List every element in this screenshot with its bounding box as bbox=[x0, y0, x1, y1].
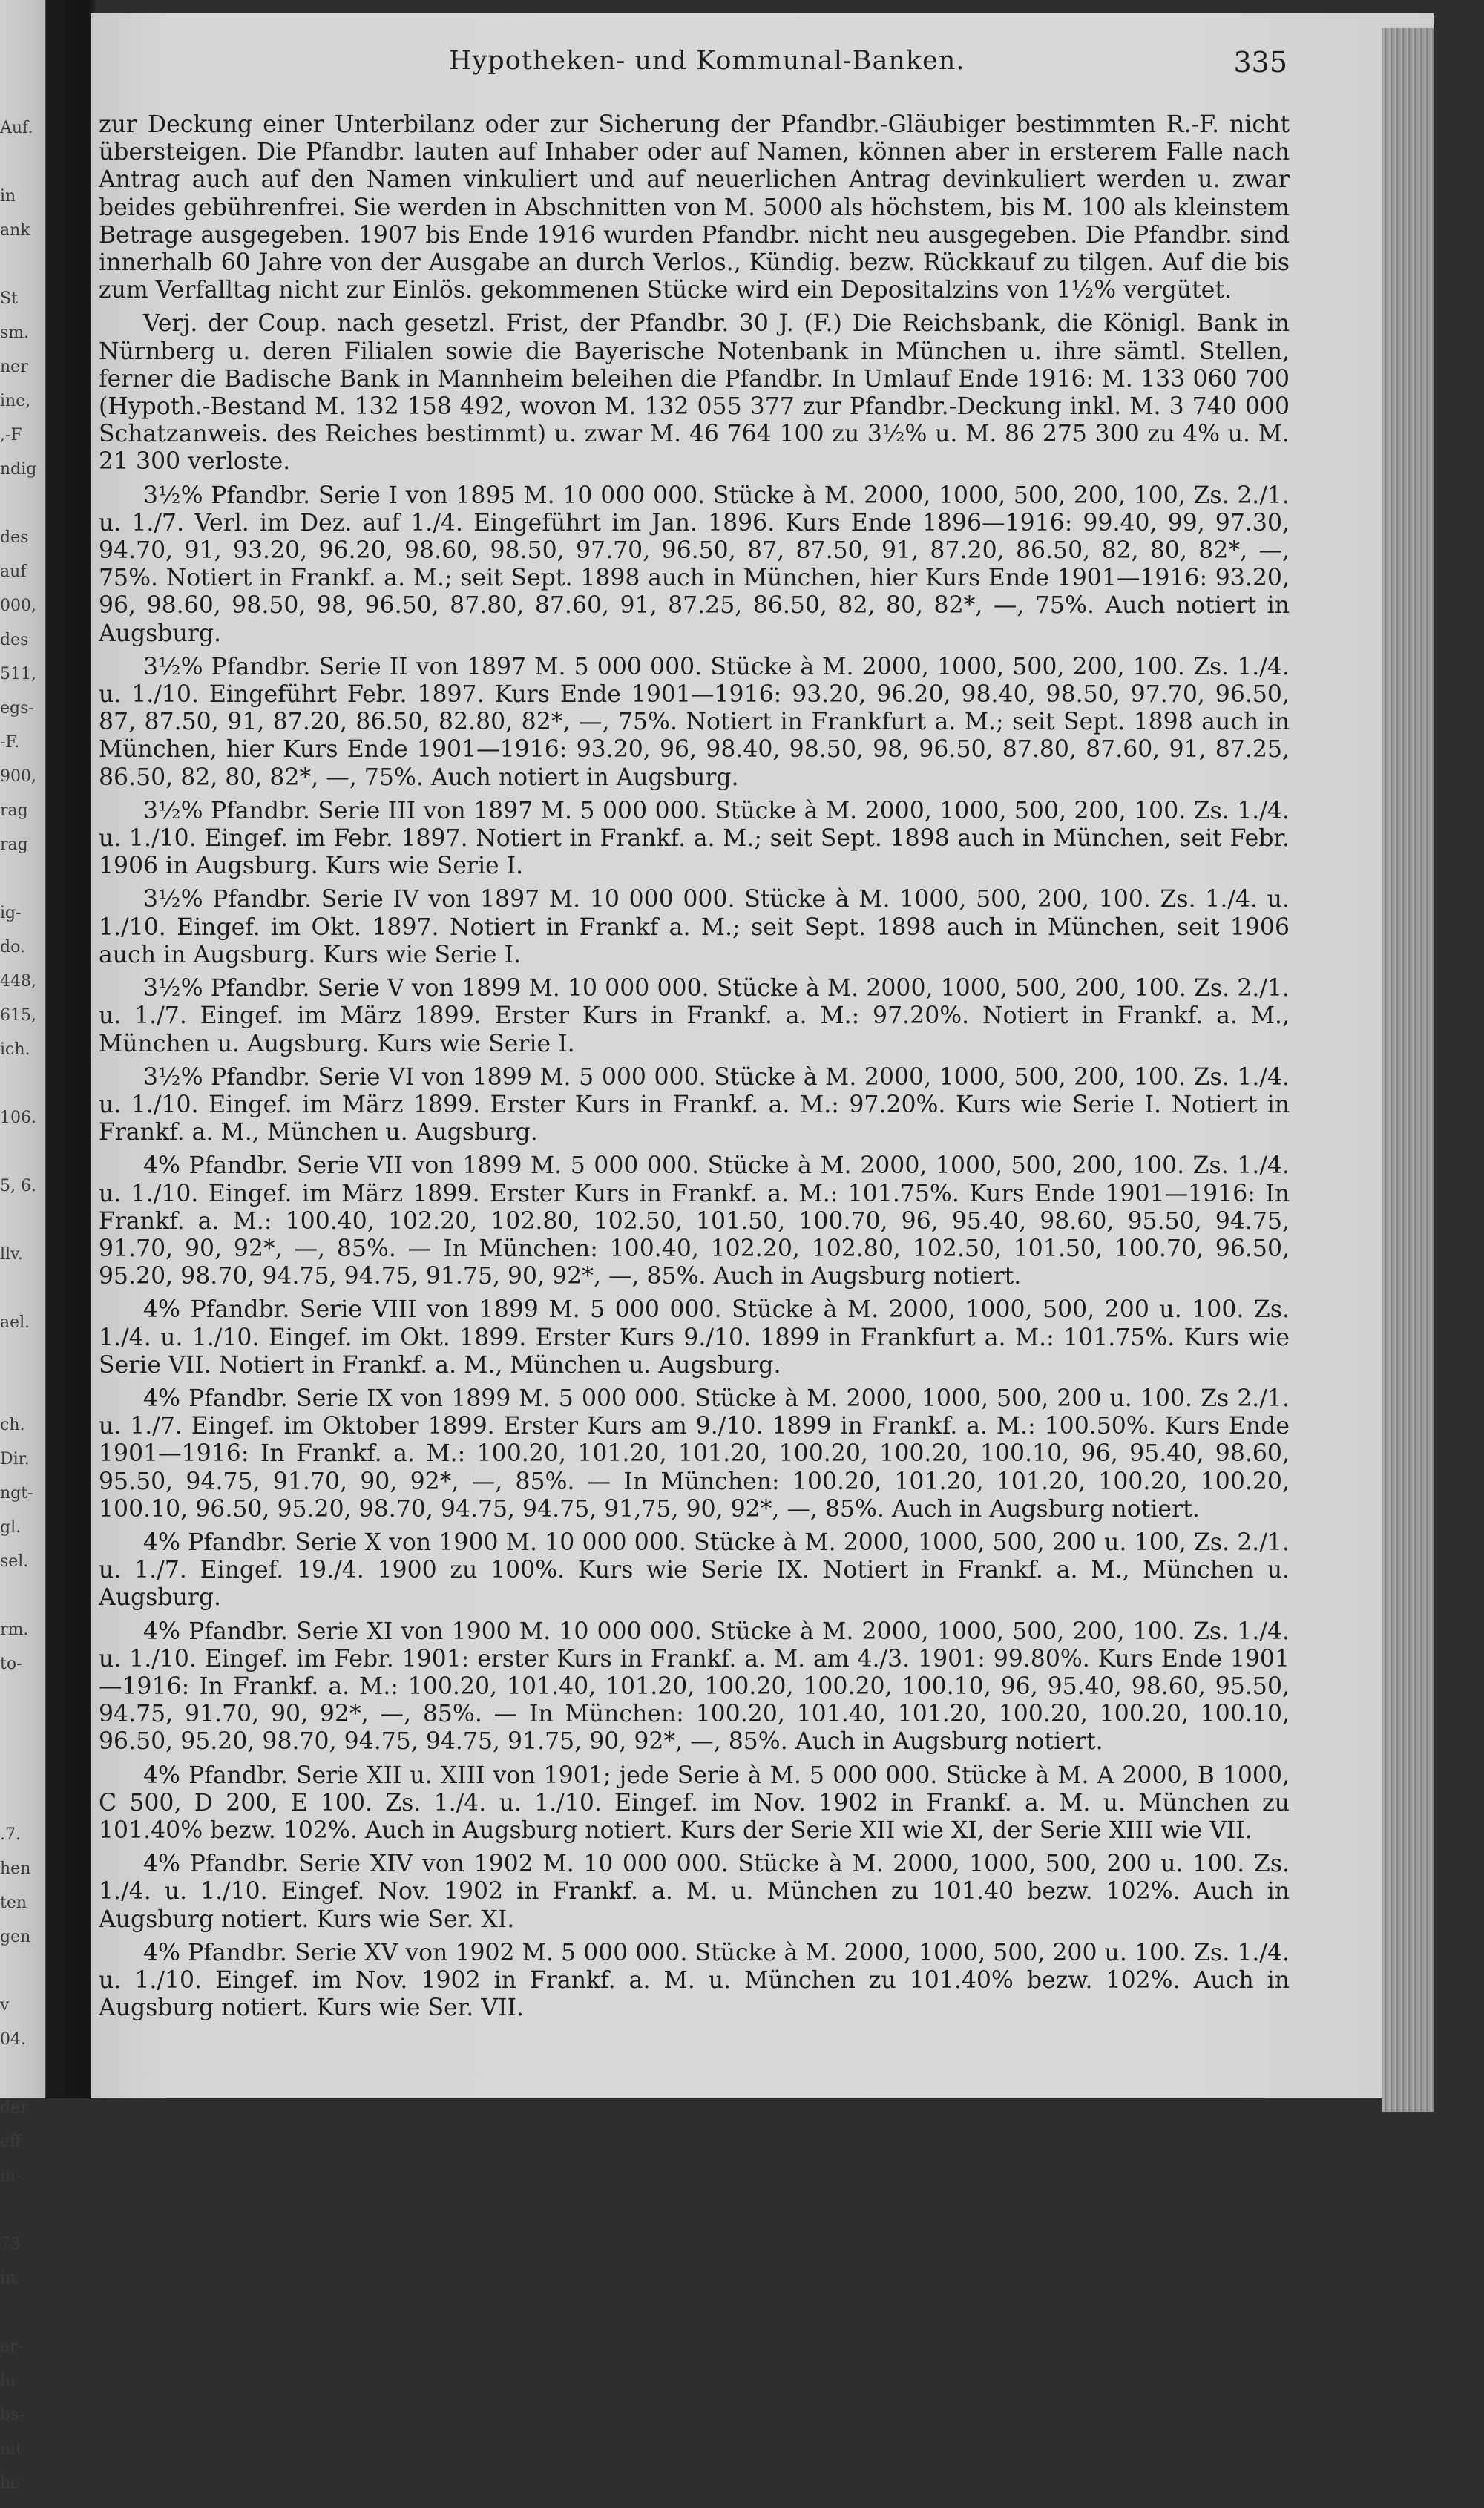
margin-fragment: ine, bbox=[0, 392, 31, 410]
margin-fragment: gl. bbox=[0, 1518, 22, 1537]
margin-fragment: v bbox=[0, 1996, 10, 2015]
margin-fragment: he bbox=[0, 2474, 21, 2492]
margin-fragment: eff bbox=[0, 2133, 22, 2151]
margin-fragment: ch. bbox=[0, 1416, 25, 1434]
margin-fragment bbox=[0, 2201, 45, 2235]
margin-fragment: 900, bbox=[0, 767, 36, 786]
paragraph-serie-vii: 4% Pfandbr. Serie VII von 1899 M. 5 000 000. Stücke à M. 2000, 1000, 500, 200, 100. Zs. 1./4. u. 1./10. Eingef. im März 1899. Erster Kurs in Frankf. a. M.: 101.75%. Kurs Ende 1901—1916: In Frankf. a. M.: 100.40, 102.20, 102.80, 102.50, 101.50, 100.70, 96, 95.40, 98.60, 95.50, 94.75, 91.70, 90, 92*, —, 85%. — In München: 100.40, 102.20, 102.80, 102.50, 101.50, 100.70, 96.50, 95.20, 98.70, 94.75, 94.75, 91.75, 90, 92*, —, 85%. Auch in Augsburg notiert. bbox=[99, 1152, 1290, 1290]
margin-fragment bbox=[0, 1962, 45, 1996]
margin-fragment bbox=[0, 1279, 45, 1313]
margin-fragment bbox=[0, 1143, 45, 1177]
margin-fragment: 448, bbox=[0, 972, 36, 991]
paragraph-serie-xi: 4% Pfandbr. Serie XI von 1900 M. 10 000 000. Stücke à M. 2000, 1000, 500, 200, 100. Zs. 1./4. u. 1./10. Eingef. im Febr. 1901: erster Kurs in Frankf. a. M. am 4./3. 1901: 99.80%. Kurs Ende 1901—1916: In Frankf. a. M.: 100.20, 101.40, 101.20, 100.20, 100.20, 100.10, 96, 95.40, 98.60, 95.50, 94.75, 91.70, 90, 92*, —, 85%. — In München: 100.20, 101.40, 101.20, 100.20, 100.20, 100.10, 96.50, 95.20, 98.70, 94.75, 94.75, 91.75, 90, 92*, —, 85%. Auch in Augsburg notiert. bbox=[99, 1618, 1290, 1756]
margin-fragment: sm. bbox=[0, 324, 30, 342]
margin-fragment bbox=[0, 1791, 45, 1825]
margin-fragment bbox=[0, 1074, 45, 1109]
margin-fragment: ner bbox=[0, 358, 28, 376]
margin-fragment: hen bbox=[0, 1859, 31, 1878]
margin-fragment: er- bbox=[0, 2337, 23, 2356]
margin-fragment: Auf. bbox=[0, 119, 33, 137]
paragraph-serie-xiv: 4% Pfandbr. Serie XIV von 1902 M. 10 000 000. Stücke à M. 2000, 1000, 500, 200 u. 100. Zs. 1./4. u. 1./10. Eingef. Nov. 1902 in Frankf. a. M. u. München zu 101.40 bezw. 102%. Auch in Augsburg notiert. Kurs wie Ser. XI. bbox=[99, 1851, 1290, 1933]
margin-fragment: rag bbox=[0, 801, 28, 820]
paragraph-serie-v: 3½% Pfandbr. Serie V von 1899 M. 10 000 000. Stücke à M. 2000, 1000, 500, 200, 100. Zs. 2./1. u. 1./7. Eingef. im März 1899. Erster Kurs in Frankf. a. M.: 97.20%. Notiert in Frankf. a. M., München u. Augsburg. Kurs wie Serie I. bbox=[99, 975, 1290, 1057]
margin-fragment: 04. bbox=[0, 2030, 26, 2049]
margin-fragment: lu bbox=[0, 2371, 16, 2390]
margin-fragment bbox=[0, 255, 45, 289]
margin-fragment bbox=[0, 494, 45, 528]
margin-fragment: ich. bbox=[0, 1040, 30, 1059]
margin-fragment: ank bbox=[0, 221, 30, 240]
margin-fragment: 73 bbox=[0, 2235, 21, 2253]
margin-fragment: 5, 6. bbox=[0, 1177, 36, 1195]
margin-fragment: rm. bbox=[0, 1621, 29, 1639]
margin-fragment bbox=[0, 1586, 45, 1621]
margin-fragment: rag bbox=[0, 836, 28, 854]
paragraph-serie-iv: 3½% Pfandbr. Serie IV von 1897 M. 10 000 000. Stücke à M. 1000, 500, 200, 100. Zs. 1./4. u. 1./10. Eingef. im Okt. 1897. Notiert in Frankf a. M.; seit Sept. 1898 auch in München, seit 1906 auch in Augsburg. Kurs wie Serie I. bbox=[99, 886, 1290, 968]
margin-fragment: auf bbox=[0, 562, 27, 581]
margin-fragment: ael. bbox=[0, 1313, 30, 1332]
margin-fragment: egs- bbox=[0, 699, 34, 718]
margin-fragment bbox=[0, 1757, 45, 1791]
margin-fragment: gen bbox=[0, 1928, 31, 1946]
previous-page-margin bbox=[0, 119, 45, 2492]
margin-fragment: nit bbox=[0, 2440, 23, 2458]
margin-fragment: in bbox=[0, 187, 16, 206]
margin-fragment bbox=[0, 1689, 45, 1723]
paragraph-serie-ix: 4% Pfandbr. Serie IX von 1899 M. 5 000 000. Stücke à M. 2000, 1000, 500, 200 u. 100. Zs 2./1. u. 1./7. Eingef. im Oktober 1899. Erster Kurs am 9./10. 1899 in Frankf. a. M.: 100.50%. Kurs Ende 1901—1916: In Frankf. a. M.: 100.20, 101.20, 101.20, 100.20, 100.20, 100.10, 96, 95.40, 98.60, 95.50, 94.75, 91.70, 90, 92*, —, 85%. — In München: 100.20, 101.20, 101.20, 100.20, 100.20, 100.10, 96.50, 95.20, 98.70, 94.75, 94.75, 91,75, 90, 92*, —, 85%. Auch in Augsburg notiert. bbox=[99, 1385, 1290, 1523]
running-title: Hypotheken- und Kommunal-Banken. bbox=[449, 46, 965, 76]
margin-fragment: ,-F bbox=[0, 426, 22, 444]
page-header bbox=[189, 46, 1302, 91]
margin-fragment: 000, bbox=[0, 597, 36, 615]
paragraph-serie-i: 3½% Pfandbr. Serie I von 1895 M. 10 000 000. Stücke à M. 2000, 1000, 500, 200, 100, Zs. 2./1. u. 1./7. Verl. im Dez. auf 1./4. Eingeführt im Jan. 1896. Kurs Ende 1896—1916: 99.40, 99, 97.30, 94.70, 91, 93.20, 96.20, 98.60, 98.50, 97.70, 96.50, 87, 87.50, 91, 87.20, 86.50, 82, 80, 82*, —, 75%. Notiert in Frankf. a. M.; seit Sept. 1898 auch in München, hier Kurs Ende 1901—1916: 93.20, 96, 98.60, 98.50, 98, 96.50, 87.80, 87.60, 91, 87.25, 86.50, 82, 80, 82*, —, 75%. Auch notiert in Augsburg. bbox=[99, 482, 1290, 647]
margin-fragment: 511, bbox=[0, 665, 36, 683]
margin-fragment bbox=[0, 2064, 45, 2098]
page-edges bbox=[1382, 28, 1434, 2112]
margin-fragment: St bbox=[0, 289, 18, 308]
margin-fragment: 615, bbox=[0, 1006, 36, 1025]
margin-fragment: Dir. bbox=[0, 1450, 30, 1468]
margin-fragment bbox=[0, 153, 45, 187]
margin-fragment bbox=[0, 1723, 45, 1757]
margin-fragment: ngt- bbox=[0, 1484, 33, 1503]
margin-fragment bbox=[0, 2303, 45, 2337]
margin-fragment: bs- bbox=[0, 2406, 24, 2424]
paragraph-reserve-fund: zur Deckung einer Unterbilanz oder zur Sicherung der Pfandbr.-Gläubiger bestimmten R.-F. nicht übersteigen. Die Pfandbr. lauten auf Inhaber oder auf Namen, können aber in ersterem Falle nach Antrag auch auf den Namen vinkuliert und auf neuerlichen Antrag devinkuliert werden u. zwar beides gebührenfrei. Sie werden in Abschnitten von M. 5000 als höchstem, bis M. 100 als kleinstem Betrage ausgegeben. 1907 bis Ende 1916 wurden Pfandbr. nicht neu ausgegeben. Die Pfandbr. sind innerhalb 60 Jahre von der Ausgabe an durch Verlos., Kündig. bezw. Rückkauf zu tilgen. Auf die bis zum Verfalltag nicht zur Einlös. gekommenen Stücke wird ein Depositalzins von 1½% vergütet. bbox=[99, 111, 1290, 304]
page-number: 335 bbox=[1233, 46, 1287, 79]
paragraph-serie-viii: 4% Pfandbr. Serie VIII von 1899 M. 5 000 000. Stücke à M. 2000, 1000, 500, 200 u. 100. Zs. 1./4. u. 1./10. Eingef. im Okt. 1899. Erster Kurs 9./10. 1899 in Frankfurt a. M.: 101.75%. Kurs wie Serie VII. Notiert in Frankf. a. M., München u. Augsburg. bbox=[99, 1296, 1290, 1379]
paragraph-serie-iii: 3½% Pfandbr. Serie III von 1897 M. 5 000 000. Stücke à M. 2000, 1000, 500, 200, 100. Zs. 1./4. u. 1./10. Eingef. im Febr. 1897. Notiert in Frankf. a. M.; seit Sept. 1898 auch in München, seit Febr. 1906 in Augsburg. Kurs wie Serie I. bbox=[99, 797, 1290, 880]
margin-fragment: der bbox=[0, 2098, 28, 2117]
paragraph-serie-vi: 3½% Pfandbr. Serie VI von 1899 M. 5 000 000. Stücke à M. 2000, 1000, 500, 200, 100. Zs. 1./4. u. 1./10. Eingef. im März 1899. Erster Kurs in Frankf. a. M.: 97.20%. Kurs wie Serie I. Notiert in Frankf. a. M., München u. Augsburg. bbox=[99, 1063, 1290, 1146]
margin-fragment: .7. bbox=[0, 1825, 21, 1844]
margin-fragment: sel. bbox=[0, 1552, 29, 1571]
paragraph-serie-xii-xiii: 4% Pfandbr. Serie XII u. XIII von 1901; jede Serie à M. 5 000 000. Stücke à M. A 2000, B 1000, C 500, D 200, E 100. Zs. 1./4. u. 1./10. Eingef. im Nov. 1902 in Frankf. a. M. u. München zu 101.40% bezw. 102%. Auch in Augsburg notiert. Kurs der Serie XII wie XI, der Serie XIII wie VII. bbox=[99, 1762, 1290, 1844]
paragraph-limitation: Verj. der Coup. nach gesetzl. Frist, der Pfandbr. 30 J. (F.) Die Reichsbank, die Königl. Bank in Nürnberg u. deren Filialen sowie die Bayerische Notenbank in München u. ihre sämtl. Stellen, ferner die Badische Bank in Mannheim beleihen die Pfandbr. In Umlauf Ende 1916: M. 133 060 700 (Hypoth.-Bestand M. 132 158 492, wovon M. 132 055 377 zur Pfandbr.-Deckung inkl. M. 3 740 000 Schatzanweis. des Reiches bestimmt) u. zwar M. 46 764 100 zu 3½% u. M. 86 275 300 zu 4% u. M. 21 300 verloste. bbox=[99, 310, 1290, 476]
margin-fragment: ten bbox=[0, 1894, 27, 1912]
margin-fragment bbox=[0, 1382, 45, 1416]
margin-fragment bbox=[0, 1347, 45, 1382]
margin-fragment: -F. bbox=[0, 733, 20, 752]
margin-fragment: des bbox=[0, 631, 29, 649]
margin-fragment: des bbox=[0, 528, 29, 547]
margin-fragment: in- bbox=[0, 2167, 22, 2185]
margin-fragment bbox=[0, 1211, 45, 1245]
margin-fragment: llv. bbox=[0, 1245, 23, 1264]
margin-fragment: 106. bbox=[0, 1109, 36, 1127]
margin-fragment: ig- bbox=[0, 904, 22, 922]
margin-fragment: in bbox=[0, 2269, 16, 2288]
paragraph-serie-ii: 3½% Pfandbr. Serie II von 1897 M. 5 000 000. Stücke à M. 2000, 1000, 500, 200, 100. Zs. 1./4. u. 1./10. Eingeführt Febr. 1897. Kurs Ende 1901—1916: 93.20, 96.20, 98.40, 98.50, 97.70, 96.50, 87, 87.50, 91, 87.20, 86.50, 82.80, 82*, —, 75%. Notiert in Frankfurt a. M.; seit Sept. 1898 auch in München, hier Kurs Ende 1901—1916: 93.20, 96, 98.40, 98.50, 98, 96.50, 87.80, 87.60, 91, 87.25, 86.50, 82, 80, 82*, —, 75%. Auch notiert in Augsburg. bbox=[99, 653, 1290, 791]
body-text bbox=[99, 111, 1290, 2028]
margin-fragment: ndig bbox=[0, 460, 37, 479]
paragraph-serie-xv: 4% Pfandbr. Serie XV von 1902 M. 5 000 000. Stücke à M. 2000, 1000, 500, 200 u. 100. Zs. 1./4. u. 1./10. Eingef. im Nov. 1902 in Frankf. a. M. u. München zu 101.40% bezw. 102%. Auch in Augsburg notiert. Kurs wie Ser. VII. bbox=[99, 1939, 1290, 2022]
margin-fragment bbox=[0, 870, 45, 904]
margin-fragment: to- bbox=[0, 1655, 22, 1673]
paragraph-serie-x: 4% Pfandbr. Serie X von 1900 M. 10 000 000. Stücke à M. 2000, 1000, 500, 200 u. 100, Zs. 2./1. u. 1./7. Eingef. 19./4. 1900 zu 100%. Kurs wie Serie IX. Notiert in Frankf. a. M., München u. Augsburg. bbox=[99, 1529, 1290, 1612]
margin-fragment: do. bbox=[0, 938, 25, 956]
